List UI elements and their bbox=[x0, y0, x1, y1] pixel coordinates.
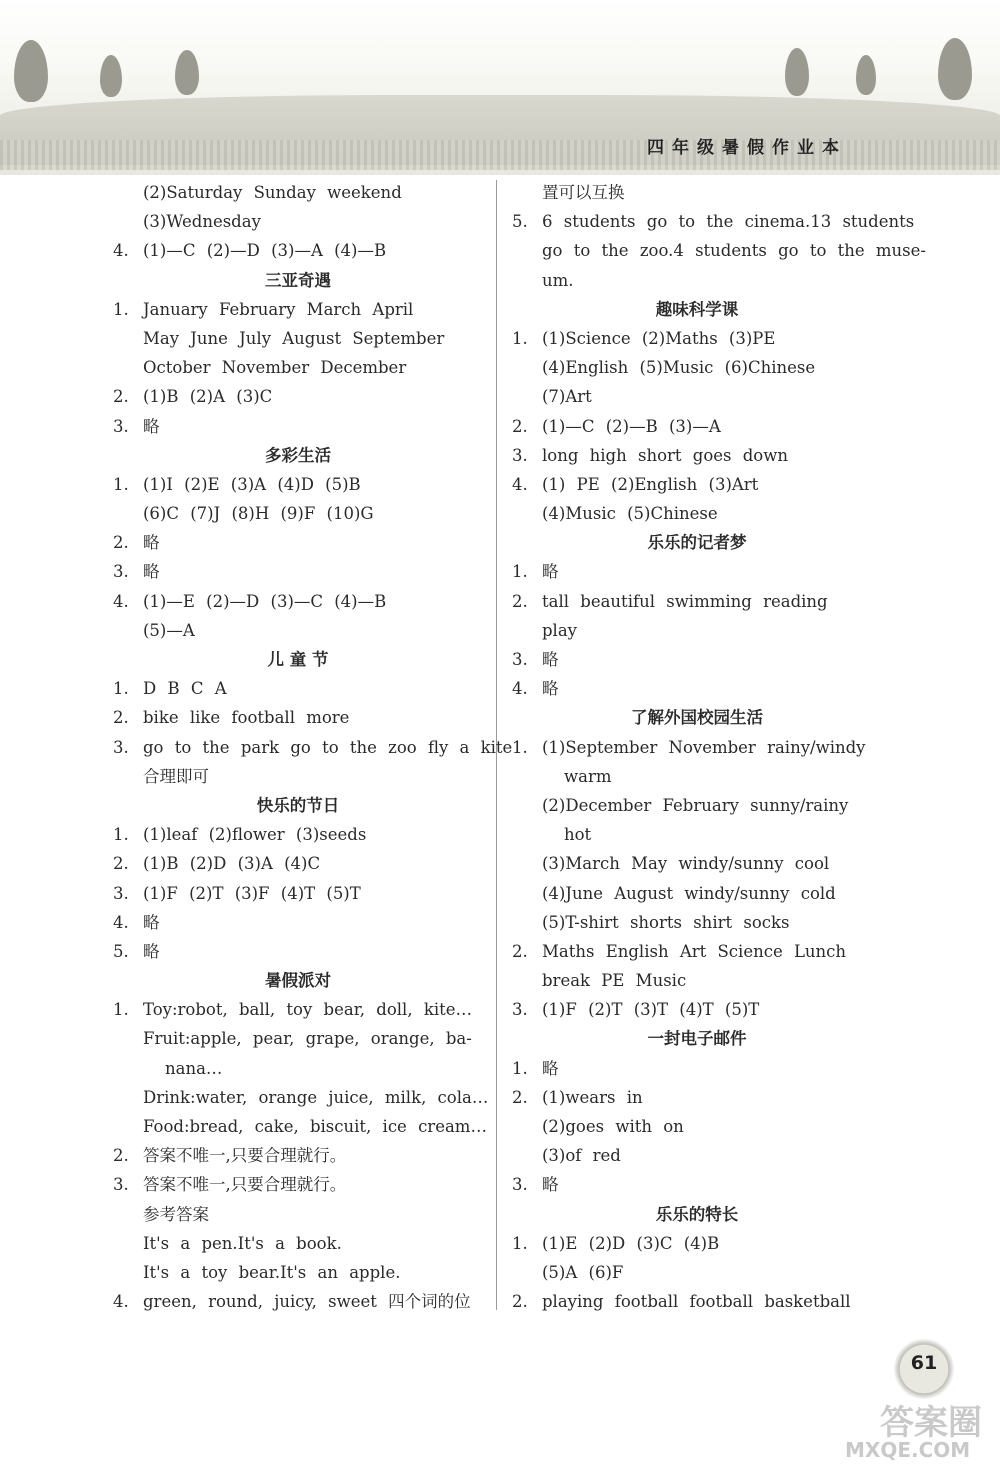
answer-text: (1)—C (2)—D (3)—A (4)—B bbox=[143, 241, 387, 261]
answer-continuation: Food:bread, cake, biscuit, ice cream… bbox=[143, 1117, 487, 1136]
answer-text: 略 bbox=[542, 679, 559, 699]
answer-item bbox=[512, 1054, 882, 1083]
answer-text: bike like football more bbox=[143, 708, 350, 728]
answer-continuation: October November December bbox=[143, 358, 407, 378]
book-title: 四年级暑假作业本 bbox=[647, 138, 847, 158]
section-heading: 快乐的节日 bbox=[256, 795, 340, 815]
answer-item bbox=[113, 557, 483, 586]
section-heading: 暑假派对 bbox=[265, 971, 331, 991]
answer-item bbox=[512, 995, 882, 1024]
answer-continuation: (5)A (6)F bbox=[542, 1262, 624, 1282]
answer-text: (1)B (2)A (3)C bbox=[143, 387, 273, 407]
answer-item bbox=[512, 324, 882, 353]
answer-item bbox=[113, 674, 483, 703]
item-number: 2. bbox=[113, 387, 129, 407]
answer-item bbox=[512, 587, 882, 616]
answer-continuation: (3)March May windy/sunny cool bbox=[542, 854, 830, 874]
item-number: 3. bbox=[512, 1000, 528, 1020]
item-number: 4. bbox=[512, 679, 528, 699]
item-number: 5. bbox=[113, 941, 129, 961]
answer-text: tall beautiful swimming reading bbox=[542, 591, 828, 611]
answer-text: (1)I (2)E (3)A (4)D (5)B bbox=[143, 474, 361, 494]
answer-text: (1)E (2)D (3)C (4)B bbox=[542, 1233, 720, 1253]
item-number: 3. bbox=[113, 562, 129, 582]
answer-continuation: (2)Saturday Sunday weekend bbox=[143, 183, 402, 202]
answer-continuation: May June July August September bbox=[143, 328, 445, 348]
answer-item bbox=[113, 908, 483, 937]
answer-continuation: nana… bbox=[165, 1058, 223, 1078]
answer-continuation: (5)—A bbox=[143, 620, 195, 640]
answer-item bbox=[512, 441, 882, 470]
answer-item bbox=[512, 207, 915, 236]
answer-text: 6 students go to the cinema.13 students bbox=[542, 212, 915, 232]
answer-text: Toy:robot, ball, toy bear, doll, kite… bbox=[143, 1000, 472, 1020]
answer-item bbox=[512, 1083, 882, 1112]
answer-text: January February March April bbox=[143, 299, 414, 319]
page-header-banner bbox=[0, 0, 1000, 175]
page-number: 61 bbox=[910, 1352, 938, 1374]
right-answer-column bbox=[512, 178, 926, 1316]
answer-text: (1)—C (2)—B (3)—A bbox=[542, 416, 721, 436]
answer-continuation: (5)T-shirt shorts shirt socks bbox=[542, 912, 790, 932]
answer-item bbox=[512, 1287, 882, 1316]
item-number: 2. bbox=[512, 1292, 528, 1312]
tree-icon bbox=[14, 40, 48, 102]
answer-continuation: 合理即可 bbox=[143, 766, 209, 786]
answer-text: playing football football basketball bbox=[542, 1292, 851, 1312]
answer-continuation: um. bbox=[542, 270, 574, 290]
watermark-url: MXQE.COM bbox=[845, 1438, 971, 1462]
answer-text: 略 bbox=[143, 416, 160, 436]
answer-item bbox=[512, 557, 882, 586]
answer-continuation: 参考答案 bbox=[143, 1204, 209, 1224]
answer-item bbox=[113, 528, 483, 557]
answer-text: 略 bbox=[542, 562, 559, 582]
answer-item bbox=[113, 236, 483, 265]
answer-continuation: break PE Music bbox=[542, 971, 687, 991]
answer-item bbox=[512, 412, 882, 441]
answer-continuation: play bbox=[542, 620, 577, 640]
answer-item bbox=[512, 937, 882, 966]
watermark-text: 答案圈 bbox=[880, 1403, 982, 1443]
answer-item bbox=[113, 1141, 483, 1170]
answer-item bbox=[113, 820, 483, 849]
answer-text: 略 bbox=[542, 1175, 559, 1195]
item-number: 3. bbox=[512, 1175, 528, 1195]
item-number: 1. bbox=[512, 562, 528, 582]
answer-item bbox=[113, 995, 483, 1024]
answer-continuation: Drink:water, orange juice, milk, cola… bbox=[143, 1087, 489, 1107]
answer-continuation: (4)English (5)Music (6)Chinese bbox=[542, 358, 816, 378]
answer-continuation: (4)Music (5)Chinese bbox=[542, 504, 718, 524]
item-number: 1. bbox=[113, 679, 129, 699]
item-number: 1. bbox=[113, 299, 129, 319]
section-heading: 多彩生活 bbox=[265, 445, 331, 465]
answer-item bbox=[113, 849, 483, 878]
item-number: 4. bbox=[113, 241, 129, 261]
answer-item bbox=[113, 1287, 483, 1316]
tree-icon bbox=[100, 55, 122, 97]
answer-text: 略 bbox=[143, 533, 160, 553]
item-number: 4. bbox=[113, 1292, 129, 1312]
item-number: 3. bbox=[113, 737, 129, 757]
answer-text: (1)Science (2)Maths (3)PE bbox=[542, 328, 776, 348]
answer-continuation: (3)Wednesday bbox=[143, 212, 261, 232]
answer-text: (1)F (2)T (3)T (4)T (5)T bbox=[542, 1000, 760, 1020]
answer-continuation: warm bbox=[564, 766, 612, 786]
section-heading: 了解外国校园生活 bbox=[631, 708, 763, 728]
item-number: 1. bbox=[512, 737, 528, 757]
item-number: 1. bbox=[113, 474, 129, 494]
answer-text: green, round, juicy, sweet 四个词的位 bbox=[143, 1292, 471, 1312]
answer-text: 略 bbox=[542, 650, 559, 669]
answer-continuation: 置可以互换 bbox=[542, 183, 625, 202]
answer-text: (1) PE (2)English (3)Art bbox=[542, 474, 759, 494]
section-heading: 儿 童 节 bbox=[267, 650, 329, 669]
section-heading: 三亚奇遇 bbox=[265, 270, 331, 290]
item-number: 2. bbox=[512, 1087, 528, 1107]
answer-continuation: It's a pen.It's a book. bbox=[143, 1233, 342, 1253]
answer-text: 略 bbox=[143, 941, 160, 961]
answer-item bbox=[113, 1170, 483, 1199]
item-number: 3. bbox=[512, 650, 528, 669]
left-answer-column bbox=[113, 178, 513, 1316]
answer-continuation: (3)of red bbox=[542, 1146, 621, 1166]
answer-continuation: (2)December February sunny/rainy bbox=[542, 795, 849, 815]
answer-item bbox=[113, 879, 483, 908]
section-heading: 趣味科学课 bbox=[655, 299, 739, 319]
item-number: 2. bbox=[113, 708, 129, 728]
item-number: 3. bbox=[113, 883, 129, 903]
answer-continuation: (2)goes with on bbox=[542, 1117, 684, 1136]
answer-text: (1)leaf (2)flower (3)seeds bbox=[143, 825, 367, 845]
answer-text: go to the park go to the zoo fly a kite bbox=[143, 737, 513, 757]
tree-icon bbox=[175, 50, 199, 95]
answer-text: (1)B (2)D (3)A (4)C bbox=[143, 854, 321, 874]
answer-item bbox=[113, 703, 483, 732]
item-number: 3. bbox=[113, 416, 129, 436]
item-number: 1. bbox=[512, 328, 528, 348]
item-number: 2. bbox=[113, 1146, 129, 1166]
answer-text: (1)—E (2)—D (3)—C (4)—B bbox=[143, 591, 387, 611]
answer-text: 略 bbox=[143, 912, 160, 932]
answer-continuation: It's a toy bear.It's an apple. bbox=[143, 1262, 401, 1282]
answer-continuation: (6)C (7)J (8)H (9)F (10)G bbox=[143, 504, 374, 524]
answer-item bbox=[512, 1229, 882, 1258]
answer-item bbox=[512, 470, 882, 499]
answer-item bbox=[512, 645, 882, 674]
item-number: 4. bbox=[113, 591, 129, 611]
answer-item bbox=[512, 733, 882, 762]
answer-item bbox=[113, 295, 483, 324]
answer-item bbox=[512, 674, 882, 703]
tree-icon bbox=[785, 48, 809, 96]
item-number: 2. bbox=[113, 854, 129, 874]
answer-item bbox=[113, 382, 483, 411]
tree-icon bbox=[856, 55, 876, 95]
answer-text: 略 bbox=[542, 1058, 559, 1078]
item-number: 2. bbox=[113, 533, 129, 553]
answer-text: 答案不唯一,只要合理就行。 bbox=[143, 1175, 347, 1195]
answer-continuation: hot bbox=[564, 825, 592, 845]
item-number: 4. bbox=[113, 912, 129, 932]
answer-continuation: (7)Art bbox=[542, 387, 592, 407]
answer-text: (1)F (2)T (3)F (4)T (5)T bbox=[143, 883, 361, 903]
answer-item bbox=[113, 412, 483, 441]
item-number: 4. bbox=[512, 474, 528, 494]
answer-continuation: (4)June August windy/sunny cold bbox=[542, 883, 836, 903]
section-heading: 一封电子邮件 bbox=[647, 1029, 747, 1049]
answer-continuation: go to the zoo.4 students go to the muse- bbox=[542, 241, 926, 261]
item-number: 2. bbox=[512, 591, 528, 611]
item-number: 1. bbox=[113, 825, 129, 845]
answer-text: long high short goes down bbox=[542, 445, 788, 465]
item-number: 3. bbox=[512, 445, 528, 465]
page-number-badge bbox=[893, 1338, 955, 1400]
answer-item bbox=[113, 937, 483, 966]
answer-text: Maths English Art Science Lunch bbox=[542, 941, 847, 961]
item-number: 1. bbox=[512, 1058, 528, 1078]
answer-text: D B C A bbox=[143, 679, 227, 699]
answer-item bbox=[113, 470, 483, 499]
item-number: 2. bbox=[512, 941, 528, 961]
answer-text: (1)September November rainy/windy bbox=[542, 737, 866, 757]
answer-continuation: Fruit:apple, pear, grape, orange, ba- bbox=[143, 1029, 472, 1049]
answer-item bbox=[512, 1170, 882, 1199]
answer-item bbox=[113, 733, 513, 762]
item-number: 1. bbox=[512, 1233, 528, 1253]
answer-text: (1)wears in bbox=[542, 1087, 643, 1107]
answer-text: 答案不唯一,只要合理就行。 bbox=[143, 1146, 347, 1166]
item-number: 1. bbox=[113, 1000, 129, 1020]
section-heading: 乐乐的特长 bbox=[655, 1204, 739, 1224]
item-number: 5. bbox=[512, 212, 528, 232]
item-number: 3. bbox=[113, 1175, 129, 1195]
tree-icon bbox=[938, 38, 972, 100]
answer-text: 略 bbox=[143, 562, 160, 582]
answer-item bbox=[113, 587, 483, 616]
section-heading: 乐乐的记者梦 bbox=[647, 533, 747, 553]
item-number: 2. bbox=[512, 416, 528, 436]
